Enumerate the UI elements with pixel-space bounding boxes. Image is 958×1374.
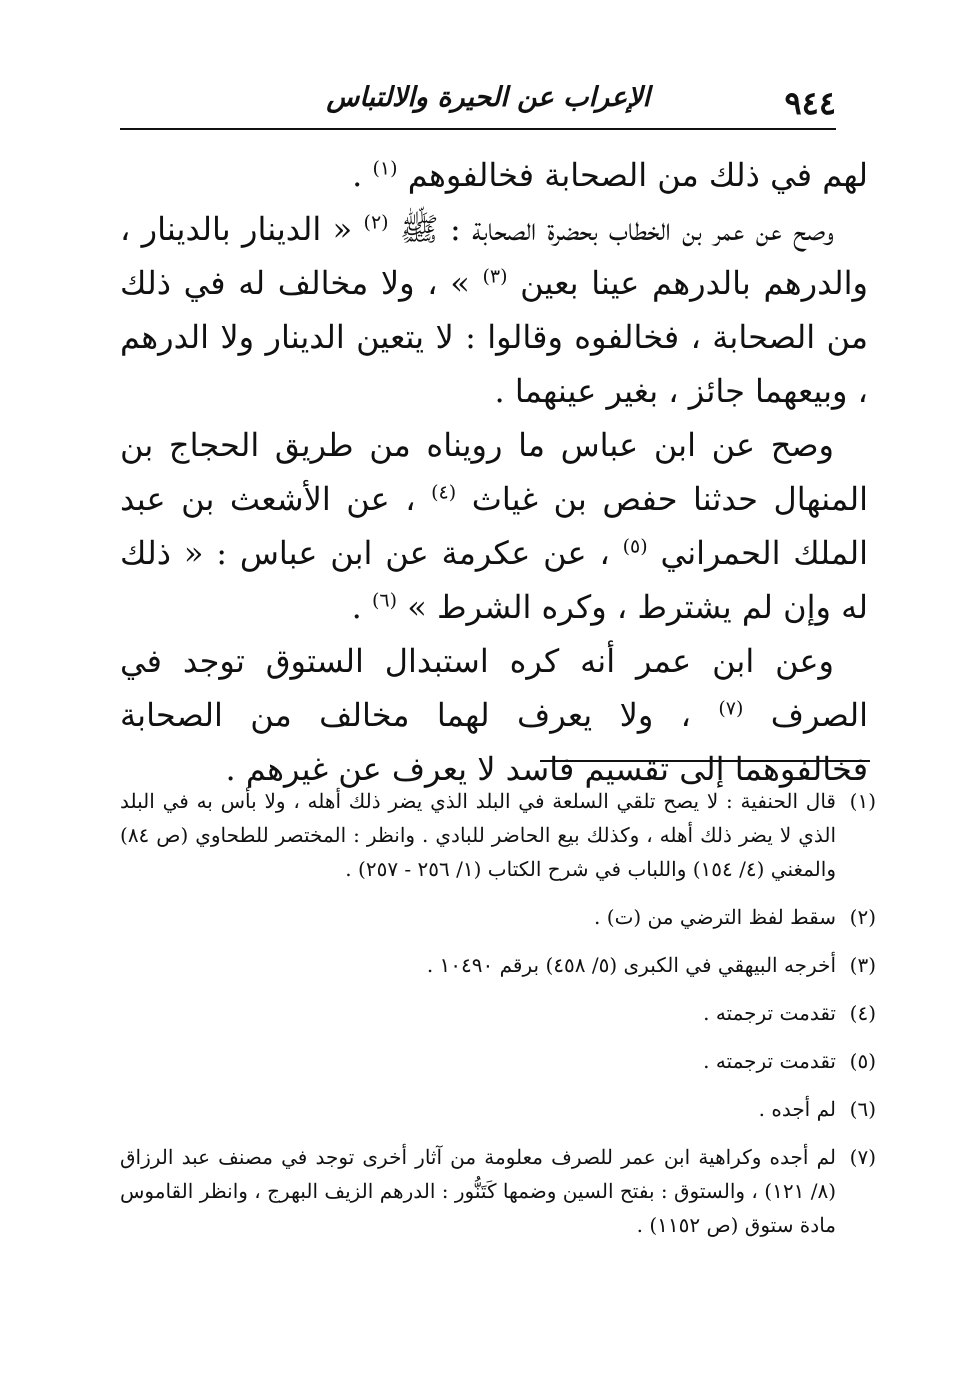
paragraph-1 (120, 148, 868, 202)
footnotes (120, 784, 876, 1256)
footnote-ref-3: (٣) (482, 265, 508, 288)
text-run: ، ولا يعرف لهما مخالف من الصحابة فخالفوهما إلى تقسيم فاسد لا يعرف عن غيرهم . (120, 696, 868, 788)
footnote-ref-7: (٧) (718, 697, 744, 720)
main-text (120, 148, 868, 796)
footnote-4 (120, 996, 876, 1030)
footnote-ref-4: (٤) (431, 481, 457, 504)
running-title: الإعراب عن الحيرة والالتباس (326, 82, 650, 113)
footnote-ref-6: (٦) (371, 589, 398, 612)
text-run: « الدينار بالدينار ، والدرهم بالدرهم عينا بعين (120, 210, 869, 302)
footnote-6 (120, 1092, 876, 1126)
footnote-number: (٤) (849, 1001, 876, 1025)
text-run: . (351, 588, 372, 626)
footnote-text: أخرجه البيهقي في الكبرى (٥/ ٤٥٨) برقم ١٠٤٩٠ . (426, 953, 836, 977)
footnote-text: تقدمت ترجمته . (703, 1049, 836, 1073)
footnote-number: (٥) (849, 1049, 876, 1073)
header-rule (120, 128, 836, 130)
paragraph-4 (120, 634, 868, 796)
paragraph-2 (120, 202, 868, 418)
page-header (120, 78, 836, 130)
text-run: » ، ولا مخالف له في ذلك من الصحابة ، فخالفوه وقالوا : لا يتعين الدينار ولا الدرهم ، وبيعهما جائز ، بغير عينهما . (120, 264, 868, 410)
footnote-3 (120, 948, 876, 982)
text-run: وصح عن عمر بن الخطاب بحضرة الصحابة : ﷺ (388, 210, 835, 248)
footnote-number: (٣) (849, 953, 876, 977)
footnote-text: لم أجده . (758, 1097, 836, 1121)
footnote-ref-1: (١) (372, 157, 398, 180)
footnote-ref-2: (٢) (363, 211, 389, 234)
footnote-number: (٧) (849, 1145, 876, 1169)
text-run: . (352, 156, 373, 194)
paragraph-3 (120, 418, 868, 634)
text-run: لهم في ذلك من الصحابة فخالفوهم (397, 156, 868, 194)
text-run: وعن ابن عمر أنه كره استبدال الستوق توجد في الصرف (120, 642, 869, 734)
footnote-separator (540, 760, 870, 762)
footnote-5 (120, 1044, 876, 1078)
footnote-text: سقط لفظ الترضي من (ت) . (594, 905, 836, 929)
footnote-number: (٦) (849, 1097, 876, 1121)
text-run: ، عن الأشعث بن عبد الملك الحمراني (120, 480, 869, 572)
footnote-1 (120, 784, 876, 886)
footnote-text: قال الحنفية : لا يصح تلقي السلعة في البلد الذي يضر ذلك أهله ، ولا بأس به في البلد الذي لا يضر ذلك أهله ، وكذلك بيع الحاضر للبادي . وانظر : المختصر للطحاوي (ص ٨٤) والمغني (٤/ ١٥٤) واللباب في شرح الكتاب (١/ ٢٥٦ - ٢٥٧) . (120, 789, 836, 881)
text-run: وصح عن ابن عباس ما رويناه من طريق الحجاج بن المنهال حدثنا حفص بن غياث (120, 426, 869, 518)
footnote-number: (١) (849, 789, 876, 813)
footnote-7 (120, 1140, 876, 1242)
footnote-2 (120, 900, 876, 934)
footnote-text: تقدمت ترجمته . (703, 1001, 836, 1025)
text-run: ، عن عكرمة عن ابن عباس : « ذلك له وإن لم يشترط ، وكره الشرط » (120, 534, 868, 626)
page-number: ٩٤٤ (784, 84, 836, 122)
footnote-text: لم أجده وكراهية ابن عمر للصرف معلومة من آثار أخرى توجد في مصنف عبد الرزاق (٨/ ١٢١) ، والستوق : بفتح السين وضمها كَتَنُّور : الدرهم الزيف البهرج ، وانظر القاموس مادة ستوق (ص ١١٥٢) . (120, 1145, 836, 1237)
footnote-ref-5: (٥) (622, 535, 648, 558)
footnote-number: (٢) (849, 905, 876, 929)
